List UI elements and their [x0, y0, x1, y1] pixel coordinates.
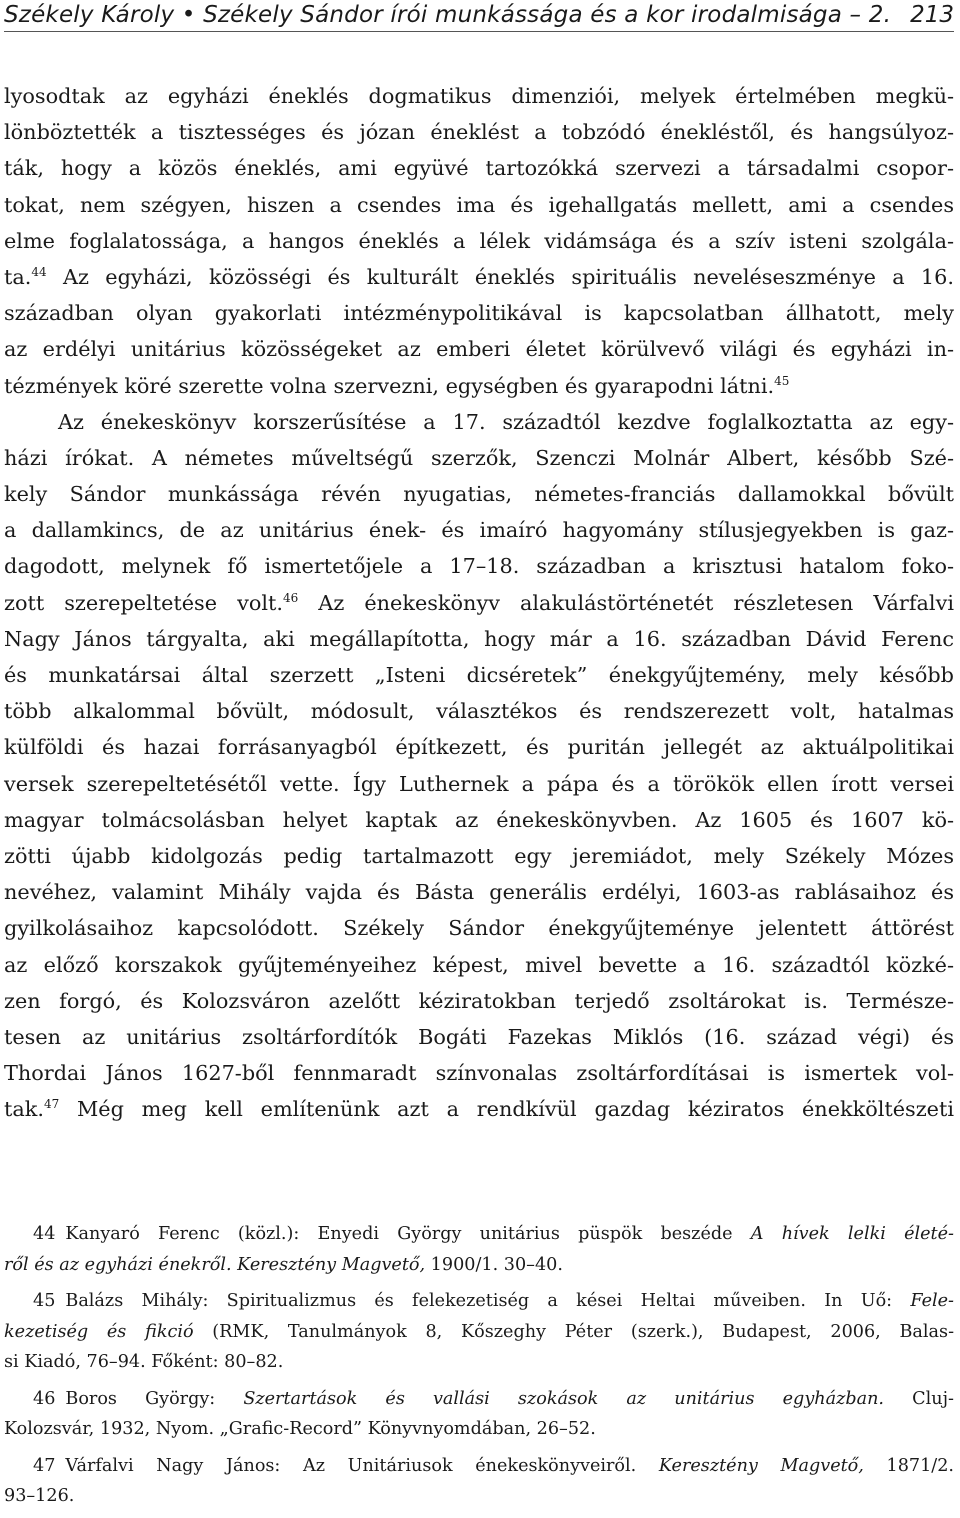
footnote-italic: kezetiség és fikció [4, 1321, 194, 1342]
text-line: kely Sándor munkássága révén nyugatias, németes-franciás dallamokkal bővült [4, 482, 954, 507]
footnote-46 [4, 1384, 954, 1445]
text-line [4, 1091, 954, 1127]
footnote-line [4, 1384, 954, 1415]
text-fragment: zott szerepeltetése volt. [4, 590, 283, 615]
text-line [4, 259, 954, 295]
text-line [4, 368, 954, 404]
text-line: zötti újabb kidolgozás pedig tartalmazott egy jeremiádot, mely Székely Mózes [4, 843, 954, 868]
footnote-44 [4, 1219, 954, 1280]
footnote-line: si Kiadó, 76–94. Főként: 80–82. [4, 1352, 284, 1372]
text-line: nevéhez, valamint Mihály vajda és Básta generális erdélyi, 1603-as rablásaihoz és [4, 880, 954, 905]
footnote-text: 1871/2. [863, 1455, 955, 1476]
text-line: Nagy János tárgyalta, aki megállapította, hogy már a 16. században Dávid Ferenc [4, 626, 954, 651]
text-line: az erdélyi unitárius közösségeket az emberi életet körülvevő világi és egyházi in- [4, 337, 954, 362]
footnote-italic: ről és az egyházi énekről. Keresztény Magvető, [4, 1254, 426, 1275]
footnote-italic: Szertartások és vallási szokások az unitárius egyházban. [243, 1388, 885, 1409]
footnote-line [4, 1219, 954, 1250]
text-line [4, 585, 954, 621]
text-line: az előző korszakok gyűjteményeihez képest, mivel bevette a 16. századtól közké- [4, 952, 954, 977]
footnote-number: 46 [33, 1388, 56, 1409]
footnote-line [4, 1317, 954, 1348]
text-fragment: tézmények köré szerette volna szervezni, egységben és gyarapodni látni. [4, 373, 775, 398]
text-fragment: Az egyházi, közösségi és kulturált éneklés spirituális neveléseszménye a 16. [46, 264, 954, 289]
footnotes [4, 1219, 954, 1518]
text-line: tokat, nem szégyen, hiszen a csendes ima és igehallgatás mellett, ami a csendes [4, 192, 954, 217]
footnote-line: Kolozsvár, 1932, Nyom. „Grafic-Record” Könyvnyomdában, 26–52. [4, 1419, 596, 1439]
text-line: és munkatársai által szerzett „Isteni dicséretek” énekgyűjtemény, mely később [4, 663, 954, 687]
text-line: ták, hogy a közös éneklés, ami együvé tartozókká szervezi a társadalmi csopor- [4, 156, 954, 181]
text-fragment: Az énekeskönyv alakulástörténetét részletesen Várfalvi [298, 590, 954, 615]
text-line: Az énekeskönyv korszerűsítése a 17. századtól kezdve foglalkoztatta az egy- [58, 409, 954, 434]
text-fragment: ta. [4, 264, 32, 289]
footnote-47 [4, 1451, 954, 1512]
main-text [4, 78, 954, 1127]
text-line: lönböztették a tisztességes és józan éneklést a tobzódó énekléstől, és hangsúlyoz- [4, 120, 954, 145]
text-line: században olyan gyakorlati intézménypolitikával is kapcsolatban állhatott, mely [4, 301, 954, 326]
text-line: zen forgó, és Kolozsváron azelőtt kéziratokban terjedő zsoltárokat is. Természe- [4, 988, 954, 1013]
text-line: versek szerepeltetésétől vette. Így Luthernek a pápa és a törökök ellen írott versei [4, 771, 954, 796]
running-header [4, 2, 956, 30]
footnote-text: Cluj- [884, 1388, 954, 1409]
footnote-number: 47 [33, 1455, 56, 1476]
footnote-italic: Keresztény Magvető, [658, 1455, 864, 1476]
footnote-text: Kanyaró Ferenc (közl.): Enyedi György unitárius püspök beszéde [65, 1224, 751, 1244]
text-fragment: tak. [4, 1097, 44, 1122]
text-line: magyar tolmácsolásban helyet kaptak az énekeskönyvben. Az 1605 és 1607 kö- [4, 807, 954, 832]
footnote-text: Várfalvi Nagy János: Az Unitáriusok énekeskönyveiről. [65, 1455, 659, 1476]
footnote-text: Balázs Mihály: Spiritualizmus és felekezetiség a kései Heltai műveiben. In Uő: [65, 1291, 911, 1311]
footnote-text: Boros György: [65, 1388, 244, 1409]
text-line: dagodott, melynek fő ismertetőjele a 17–18. században a krisztusi hatalom foko- [4, 554, 954, 579]
text-line: házi írókat. A németes műveltségű szerzők, Szenczi Molnár Albert, később Szé- [4, 445, 954, 470]
text-line: gyilkolásaihoz kapcsolódott. Székely Sándor énekgyűjteménye jelentett áttörést [4, 916, 954, 941]
footnote-text: (RMK, Tanulmányok 8, Kőszeghy Péter (szerk.), Budapest, 2006, Balas- [193, 1321, 955, 1342]
footnote-line [4, 1250, 954, 1281]
footnote-text: 1900/1. 30–40. [425, 1254, 563, 1275]
footnote-line [4, 1451, 954, 1482]
text-line: lyosodtak az egyházi éneklés dogmatikus dimenziói, melyek értelmében megkü- [4, 84, 954, 108]
footnote-ref-47[interactable]: 47 [43, 1097, 60, 1112]
footnote-line [4, 1286, 954, 1317]
header-rule [4, 31, 954, 32]
footnote-italic: Fele- [910, 1291, 954, 1311]
footnote-ref-45[interactable]: 45 [774, 373, 790, 388]
text-fragment: Még meg kell említenünk azt a rendkívül gazdag kéziratos énekköltészeti [59, 1097, 954, 1122]
footnote-number: 44 [33, 1224, 56, 1244]
footnote-line: 93–126. [4, 1486, 75, 1506]
text-line: külföldi és hazai forrásanyagból építkezett, és puritán jellegét az aktuálpolitikai [4, 735, 954, 760]
text-line: tesen az unitárius zsoltárfordítók Bogáti Fazekas Miklós (16. század végi) és [4, 1024, 954, 1049]
footnote-45 [4, 1286, 954, 1378]
page-number: 213 [910, 2, 954, 28]
footnote-ref-44[interactable]: 44 [31, 264, 47, 279]
text-line: elme foglalatossága, a hangos éneklés a lélek vidámsága és a szív isteni szolgála- [4, 228, 954, 253]
text-line: Thordai János 1627-ből fennmaradt színvonalas zsoltárfordításai is ismertek vol- [4, 1061, 954, 1086]
text-line: a dallamkincs, de az unitárius ének- és imaíró hagyomány stílusjegyekben is gaz- [4, 518, 954, 543]
footnote-number: 45 [33, 1291, 56, 1311]
footnote-ref-46[interactable]: 46 [282, 590, 299, 605]
running-title: Székely Károly • Székely Sándor írói munkássága és a kor irodalmisága – 2. [4, 2, 892, 28]
footnote-italic: A hívek lelki életé- [750, 1224, 954, 1244]
text-line: több alkalommal bővült, módosult, választékos és rendszerezett volt, hatalmas [4, 699, 954, 724]
